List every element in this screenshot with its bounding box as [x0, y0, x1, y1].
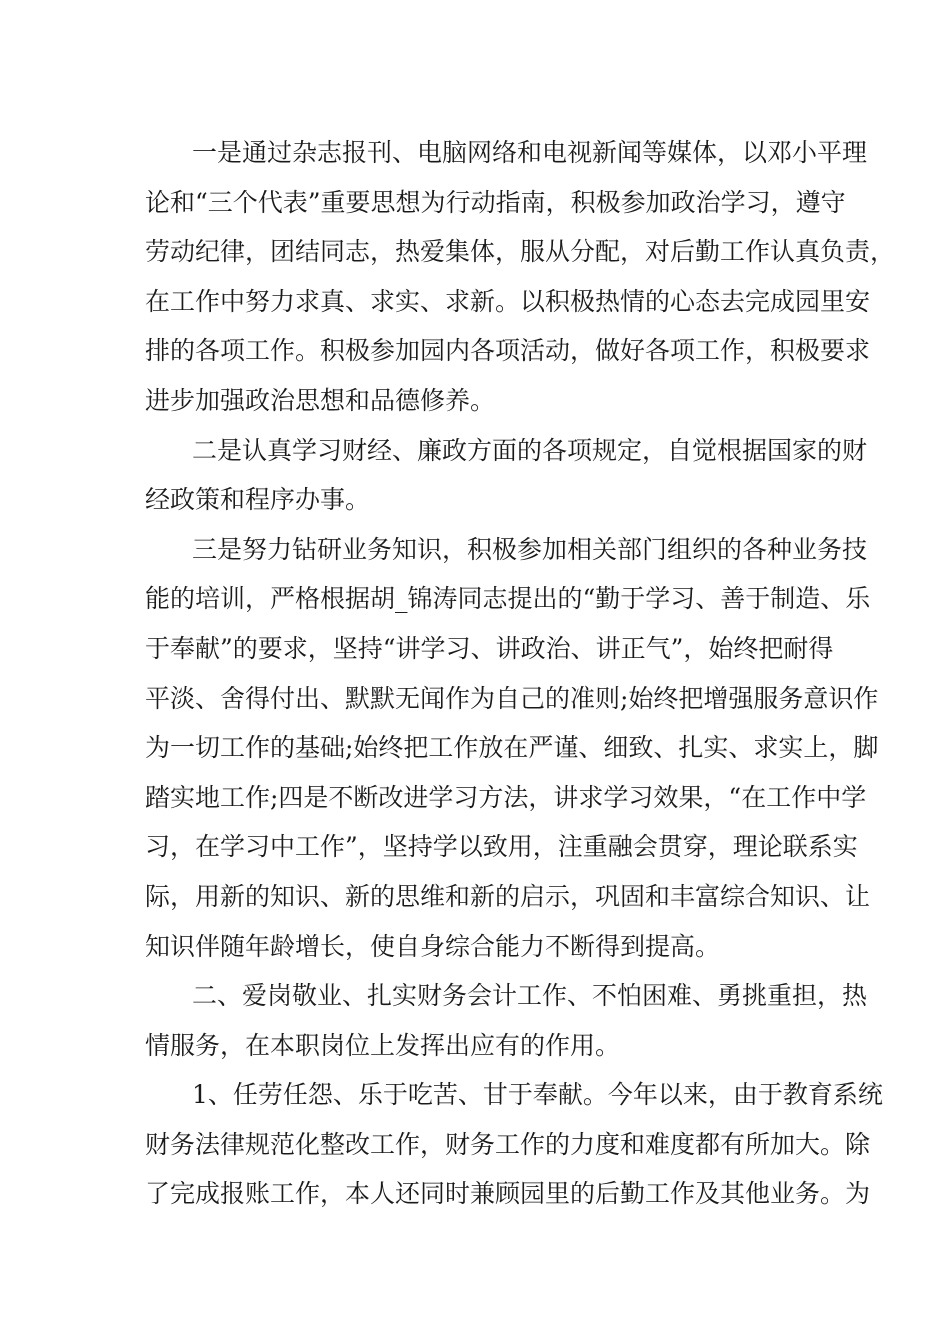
- text-line: 了完成报账工作，本人还同时兼顾园里的后勤工作及其他业务。为: [145, 1179, 871, 1209]
- text-line: 平淡、舍得付出、默默无闻作为自己的准则;始终把增强服务意识作: [145, 683, 879, 713]
- paragraph-2: [145, 426, 868, 525]
- text-line: 为一切工作的基础;始终把工作放在严谨、细致、扎实、求实上，脚: [145, 733, 879, 763]
- paragraph-4: [145, 971, 868, 1070]
- paragraph-3: [145, 525, 879, 971]
- document-body: [145, 128, 896, 1219]
- text-line: 进步加强政治思想和品德修养。: [145, 385, 496, 415]
- text-line: 二、爱岗敬业、扎实财务会计工作、不怕困难、勇挑重担，热: [192, 981, 868, 1011]
- text-line: 习，在学习中工作”，坚持学以致用，注重融会贯穿，理论联系实: [145, 832, 858, 862]
- paragraph-5: [145, 1070, 883, 1219]
- text-line: 际，用新的知识、新的思维和新的启示，巩固和丰富综合知识、让: [145, 881, 871, 911]
- text-line: 1、任劳任怨、乐于吃苦、甘于奉献。今年以来，由于教育系统: [192, 1080, 883, 1110]
- text-line: 三是努力钻研业务知识，积极参加相关部门组织的各种业务技: [192, 534, 868, 564]
- text-line: 能的培训，严格根据胡_锦涛同志提出的“勤于学习、善于制造、乐: [145, 584, 871, 614]
- text-line: 踏实地工作;四是不断改进学习方法，讲求学习效果，“在工作中学: [145, 782, 867, 812]
- text-line: 排的各项工作。积极参加园内各项活动，做好各项工作，积极要求: [145, 336, 871, 366]
- text-line: 于奉献”的要求，坚持“讲学习、讲政治、讲正气”，始终把耐得: [145, 633, 834, 663]
- paragraph-1: [145, 128, 896, 426]
- text-line: 在工作中努力求真、求实、求新。以积极热情的心态去完成园里安: [145, 286, 871, 316]
- text-line: 情服务，在本职岗位上发挥出应有的作用。: [145, 1030, 621, 1060]
- text-line: 经政策和程序办事。: [145, 485, 371, 515]
- text-line: 知识伴随年龄增长，使自身综合能力不断得到提高。: [145, 931, 721, 961]
- text-line: 劳动纪律，团结同志，热爱集体，服从分配，对后勤工作认真负责，: [145, 237, 896, 267]
- text-line: 二是认真学习财经、廉政方面的各项规定，自觉根据国家的财: [192, 435, 868, 465]
- text-line: 财务法律规范化整改工作，财务工作的力度和难度都有所加大。除: [145, 1129, 871, 1159]
- text-line: 论和“三个代表”重要思想为行动指南，积极参加政治学习，遵守: [145, 187, 846, 217]
- text-line: 一是通过杂志报刊、电脑网络和电视新闻等媒体，以邓小平理: [192, 138, 868, 167]
